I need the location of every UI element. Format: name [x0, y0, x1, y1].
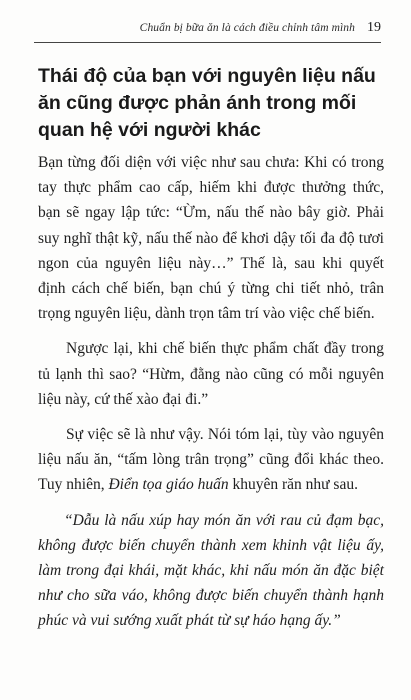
header-divider: [34, 42, 381, 43]
book-title-reference: Điển tọa giáo huấn: [108, 476, 229, 494]
running-title: Chuẩn bị bữa ăn là cách điều chỉnh tâm mình: [139, 22, 355, 34]
paragraph-3-lead: Sự việc sẽ là như vậy. Nói tóm lại, tùy vào nguyên liệu nấu ăn, “tấm lòng trân trọng” cũng đổi khác theo. Tuy nhiên,: [38, 426, 384, 494]
running-header: [140, 20, 381, 36]
paragraph-3-tail: khuyên răn như sau.: [228, 476, 358, 494]
paragraph-1: Bạn từng đối diện với việc như sau chưa: Khi có trong tay thực phẩm cao cấp, hiếm khi được thưởng thức, bạn sẽ ngay lập tức: “Ừm, nấu thế nào bây giờ. Phải suy nghĩ thật kỹ, nấu thế nào để khơi dậy tối đa độ tươi ngon của nguyên liệu này…” Thế là, sau khi quyết định cách chế biến, bạn chú ý từng chi tiết nhỏ, trân trọng nguyên liệu, dành trọn tâm trí vào việc chế biến.: [38, 154, 384, 323]
body-text: [38, 150, 384, 634]
paragraph-3: [38, 422, 384, 498]
paragraph-2: Ngược lại, khi chế biến thực phẩm chất đầy trong tủ lạnh thì sao? “Hừm, đằng nào cũng có mỗi nguyên liệu này, cứ thế xào đại đi.”: [38, 340, 384, 408]
section-heading: Thái độ của bạn với nguyên liệu nấu ăn cũng được phản ánh trong mối quan hệ với người khác: [38, 65, 376, 141]
page-number: 19: [367, 20, 381, 35]
quoted-passage: “Dẫu là nấu xúp hay món ăn với rau củ đạm bạc, không được biến chuyển thành xem khinh vật liệu ấy, làm trong đại khái, mặt khác, khi nấu món ăn đặc biệt như cho sữa váo, không được biến chuyển thành hạnh phúc và vui sướng xuất phát từ sự háo hạng ấy.”: [38, 511, 384, 630]
